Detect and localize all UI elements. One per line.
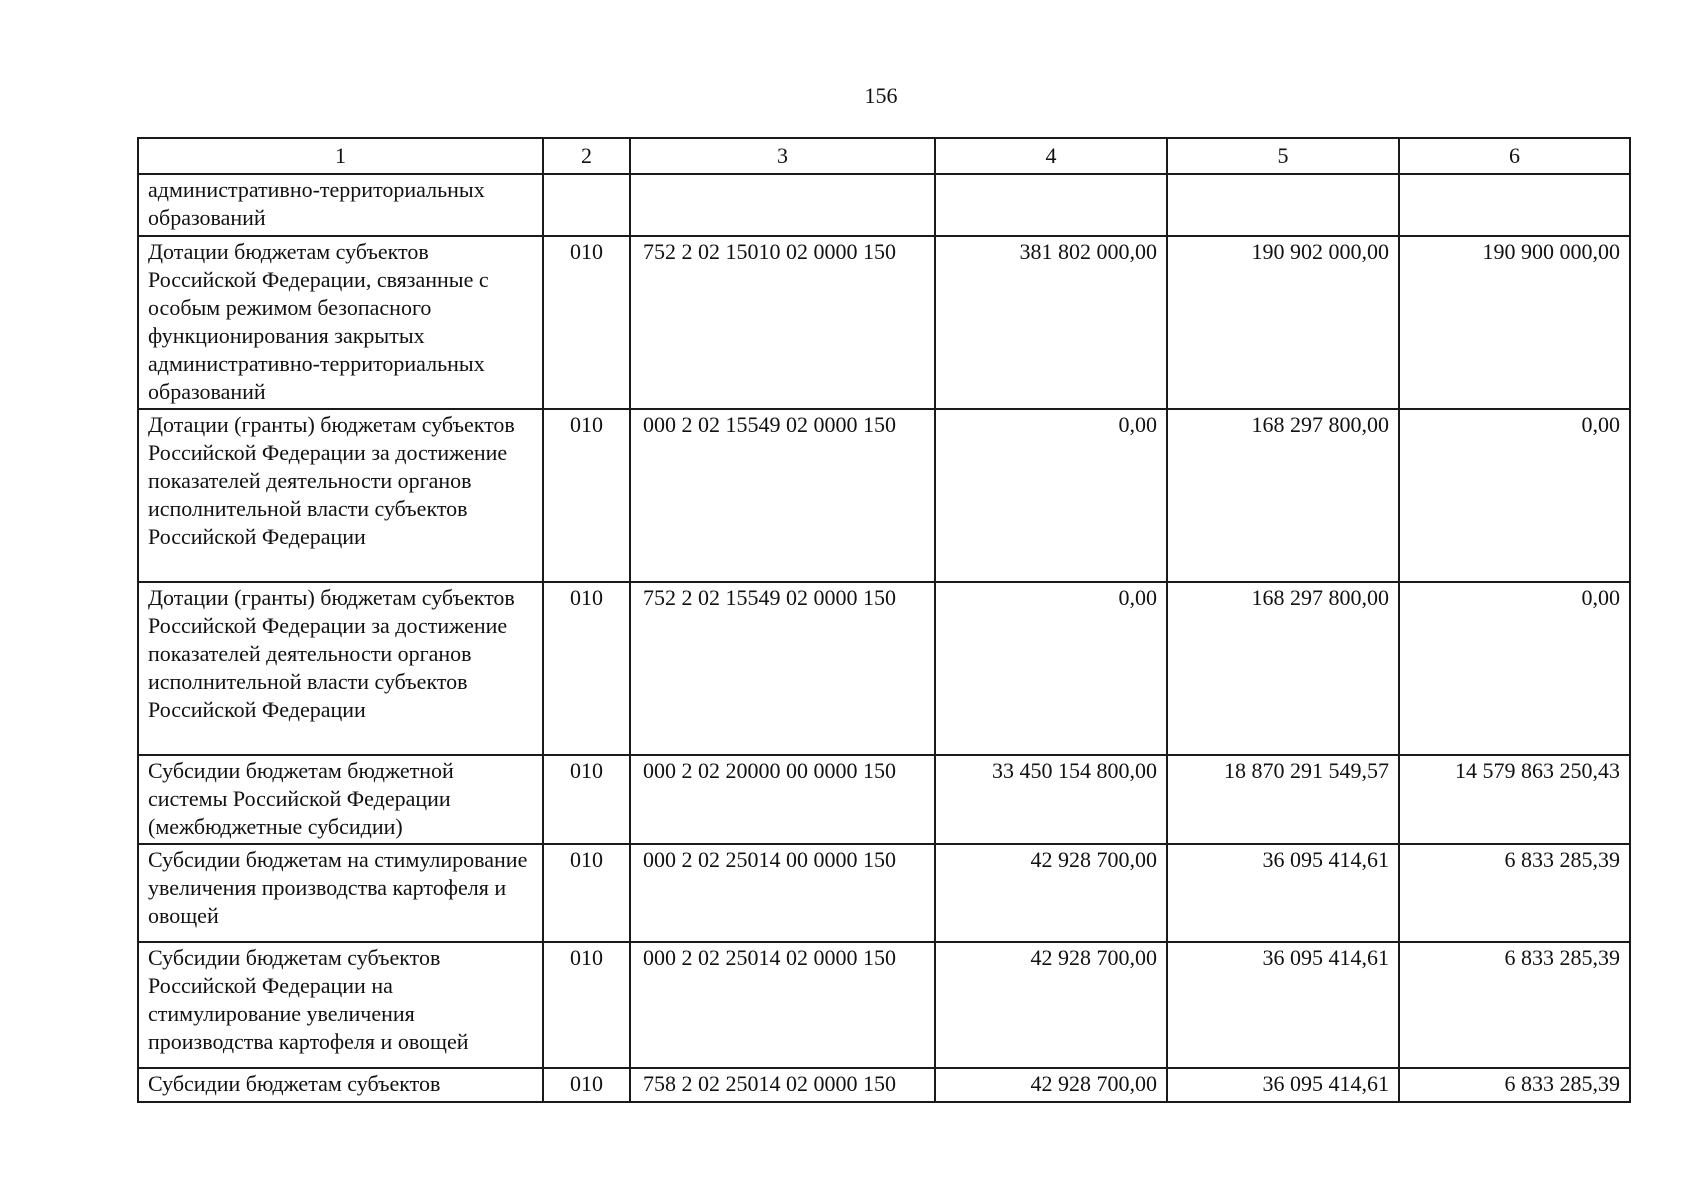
row-value-6: 14 579 863 250,43	[1399, 755, 1630, 844]
table-body	[138, 174, 1630, 1102]
row-value-4: 0,00	[935, 409, 1167, 582]
budget-table	[137, 137, 1631, 1103]
row-value-5: 168 297 800,00	[1167, 409, 1399, 582]
row-value-4: 0,00	[935, 582, 1167, 755]
row-name: Субсидии бюджетам субъектов Российской Федерации на стимулирование увеличения производства картофеля и овощей	[138, 942, 543, 1068]
table-row	[138, 582, 1630, 755]
row-name: Дотации (гранты) бюджетам субъектов Российской Федерации за достижение показателей деятельности органов исполнительной власти субъектов Российской Федерации	[138, 582, 543, 755]
row-kbk: 752 2 02 15549 02 0000 150	[630, 582, 935, 755]
page-number: 156	[864, 83, 898, 108]
table-row	[138, 942, 1630, 1068]
table-row	[138, 174, 1630, 236]
table-row	[138, 236, 1630, 409]
row-kbk	[630, 174, 935, 236]
row-value-6	[1399, 174, 1630, 236]
row-value-5: 36 095 414,61	[1167, 844, 1399, 942]
row-code: 010	[543, 409, 630, 582]
row-name: административно-территориальных образований	[138, 174, 543, 236]
column-header: 2	[543, 138, 630, 174]
row-value-4: 42 928 700,00	[935, 1068, 1167, 1102]
row-name: Дотации бюджетам субъектов Российской Федерации, связанные с особым режимом безопасного функционирования закрытых административно-территориальных образований	[138, 236, 543, 409]
row-code	[543, 174, 630, 236]
row-value-4	[935, 174, 1167, 236]
row-value-5: 36 095 414,61	[1167, 942, 1399, 1068]
row-code: 010	[543, 1068, 630, 1102]
row-value-6: 190 900 000,00	[1399, 236, 1630, 409]
header-row	[138, 138, 1630, 174]
row-value-5: 36 095 414,61	[1167, 1068, 1399, 1102]
row-name: Субсидии бюджетам субъектов	[138, 1068, 543, 1102]
row-kbk: 000 2 02 20000 00 0000 150	[630, 755, 935, 844]
row-value-5: 168 297 800,00	[1167, 582, 1399, 755]
row-kbk: 752 2 02 15010 02 0000 150	[630, 236, 935, 409]
column-header: 4	[935, 138, 1167, 174]
row-name: Субсидии бюджетам бюджетной системы Российской Федерации (межбюджетные субсидии)	[138, 755, 543, 844]
row-code: 010	[543, 942, 630, 1068]
row-code: 010	[543, 755, 630, 844]
row-kbk: 000 2 02 25014 00 0000 150	[630, 844, 935, 942]
row-kbk: 000 2 02 15549 02 0000 150	[630, 409, 935, 582]
column-header: 5	[1167, 138, 1399, 174]
table-row	[138, 1068, 1630, 1102]
row-code: 010	[543, 844, 630, 942]
row-value-6: 0,00	[1399, 582, 1630, 755]
row-value-4: 33 450 154 800,00	[935, 755, 1167, 844]
row-value-5: 190 902 000,00	[1167, 236, 1399, 409]
row-value-6: 0,00	[1399, 409, 1630, 582]
row-code: 010	[543, 236, 630, 409]
table-row	[138, 844, 1630, 942]
table-row	[138, 409, 1630, 582]
row-name: Субсидии бюджетам на стимулирование увеличения производства картофеля и овощей	[138, 844, 543, 942]
table-row	[138, 755, 1630, 844]
column-header: 1	[138, 138, 543, 174]
row-value-5	[1167, 174, 1399, 236]
row-code: 010	[543, 582, 630, 755]
row-value-4: 42 928 700,00	[935, 942, 1167, 1068]
column-header: 3	[630, 138, 935, 174]
row-kbk: 758 2 02 25014 02 0000 150	[630, 1068, 935, 1102]
table-header	[138, 138, 1630, 174]
row-value-6: 6 833 285,39	[1399, 942, 1630, 1068]
row-value-4: 42 928 700,00	[935, 844, 1167, 942]
row-value-4: 381 802 000,00	[935, 236, 1167, 409]
row-value-6: 6 833 285,39	[1399, 844, 1630, 942]
row-name: Дотации (гранты) бюджетам субъектов Российской Федерации за достижение показателей деятельности органов исполнительной власти субъектов Российской Федерации	[138, 409, 543, 582]
row-kbk: 000 2 02 25014 02 0000 150	[630, 942, 935, 1068]
row-value-5: 18 870 291 549,57	[1167, 755, 1399, 844]
row-value-6: 6 833 285,39	[1399, 1068, 1630, 1102]
column-header: 6	[1399, 138, 1630, 174]
